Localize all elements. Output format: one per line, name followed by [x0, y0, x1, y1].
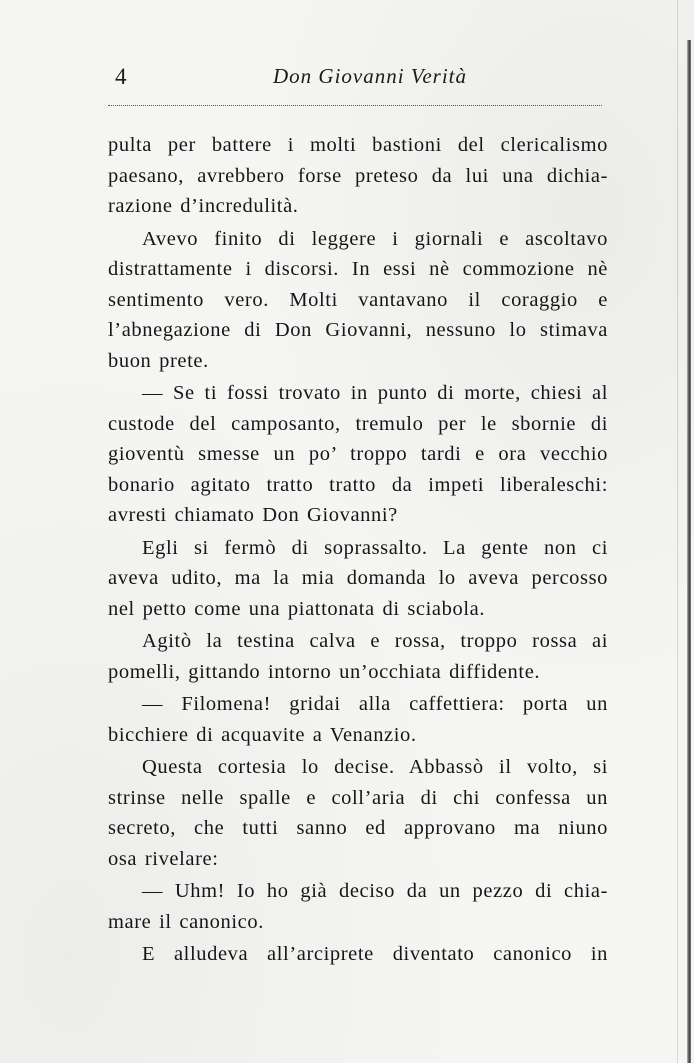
text-line: aveva udito, ma la mia domanda lo aveva percosso: [108, 567, 608, 589]
text-line: — Se ti fossi trovato in punto di morte, chiesi al: [142, 382, 608, 404]
text-line: osa rivelare:: [108, 847, 219, 870]
header-rule: [108, 105, 602, 106]
text-line: gioventù smesse un po’ troppo tardi e ora vecchio: [108, 443, 608, 465]
text-line: secreto, che tutti sanno ed approvano ma niuno: [108, 817, 608, 839]
text-line: sentimento vero. Molti vantavano il coraggio e: [108, 288, 608, 311]
text-line: razione d’incredulità.: [108, 195, 299, 217]
text-line: custode del camposanto, tremulo per le sbornie di: [108, 412, 608, 435]
text-line: bonario agitato tratto tratto da impeti liberaleschi:: [108, 473, 608, 496]
text-line: strinse nelle spalle e coll’aria di chi confessa un: [108, 786, 608, 809]
text-line: Questa cortesia lo decise. Abbassò il volto, si: [142, 756, 608, 778]
text-line: l’abnegazione di Don Giovanni, nessuno lo stimava: [108, 319, 608, 341]
text-line: — Uhm! Io ho già deciso da un pezzo di chia-: [142, 880, 608, 902]
text-line: nel petto come una piattonata di sciabola.: [108, 597, 486, 620]
text-line: pomelli, gittando intorno un’occhiata diffidente.: [108, 660, 541, 683]
text-line: Egli si fermò di soprassalto. La gente non ci: [142, 536, 608, 559]
page-header: [110, 62, 600, 96]
page-edge: [687, 40, 691, 1063]
running-title: Don Giovanni Verità: [273, 64, 467, 88]
text-line: pulta per battere i molti bastioni del clericalismo: [108, 134, 608, 156]
page-number: 4: [115, 64, 127, 89]
text-line: avresti chiamato Don Giovanni?: [108, 504, 398, 526]
text-line: Avevo finito di leggere i giornali e ascoltavo: [142, 227, 608, 250]
text-line: bicchiere di acquavite a Venanzio.: [108, 723, 417, 746]
text-line: Agitò la testina calva e rossa, troppo rossa ai: [142, 630, 608, 652]
text-line: mare il canonico.: [108, 910, 264, 933]
body-text: [108, 130, 608, 970]
text-line: — Filomena! gridai alla caffettiera: porta un: [142, 693, 608, 715]
text-line: distrattamente i discorsi. In essi nè commozione nè: [108, 258, 608, 280]
text-line: E alludeva all’arciprete diventato canonico in: [142, 943, 608, 965]
page-shadow: [677, 0, 678, 1063]
text-line: buon prete.: [108, 349, 209, 372]
text-line: paesano, avrebbero forse preteso da lui una dichia-: [108, 164, 608, 187]
